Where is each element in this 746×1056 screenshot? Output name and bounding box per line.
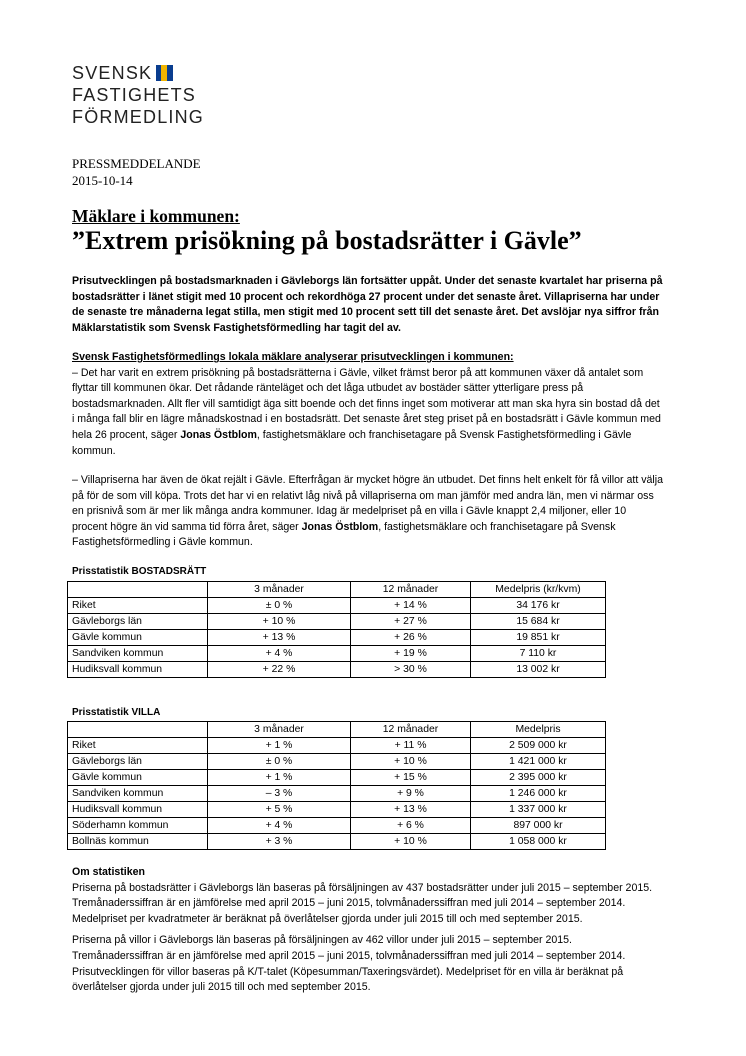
quote-2: – Villapriserna har även de ökat rejält i Gävle. Efterfrågan är mycket högre än utbudet. Det finns helt enkelt för få villor att välja på för de som vill köpa. Trots det har vi en relativt låg nivå på villapriserna om man jämför med andra län, men vi närmar oss en prisnivå som är mer lik många andra kommuner. Idag är medelpriset på en villa i Gävle knappt 2,4 miljoner, eller 10 procent högre än vid samma tid förra året, säger Jonas Östblom, fastighetsmäklare och franchisetagare på Svensk Fastighetsförmedling i Gävle kommun. — [72, 474, 664, 549]
table-cell: Söderhamn kommun — [68, 818, 208, 834]
quote-section — [72, 350, 664, 459]
table-cell: + 22 % — [208, 662, 351, 678]
column-header: 3 månader — [208, 722, 351, 738]
column-header: 12 månader — [351, 722, 471, 738]
section-heading: Svensk Fastighetsförmedlings lokala mäklare analyserar prisutvecklingen i kommunen: — [72, 351, 514, 363]
table-cell: + 9 % — [351, 786, 471, 802]
table-cell: + 1 % — [208, 738, 351, 754]
table-row — [68, 818, 606, 834]
table-cell: 7 110 kr — [471, 646, 606, 662]
table-cell: 897 000 kr — [471, 818, 606, 834]
table-cell: Hudiksvall kommun — [68, 802, 208, 818]
press-header — [72, 155, 201, 189]
quote-2-name: Jonas Östblom — [301, 520, 379, 533]
table-cell: + 27 % — [351, 614, 471, 630]
table-row — [68, 646, 606, 662]
table-cell: + 10 % — [351, 834, 471, 850]
table-cell: + 6 % — [351, 818, 471, 834]
table-row — [68, 738, 606, 754]
table-cell: + 26 % — [351, 630, 471, 646]
table-br-title: Prisstatistik BOSTADSRÄTT — [72, 566, 207, 577]
table-cell: Gävle kommun — [68, 770, 208, 786]
table-villa-title: Prisstatistik VILLA — [72, 707, 161, 718]
column-header — [68, 582, 208, 598]
swedish-flag-icon — [156, 65, 173, 81]
table-cell: Hudiksvall kommun — [68, 662, 208, 678]
table-cell: Sandviken kommun — [68, 646, 208, 662]
quote-1: – Det har varit en extrem prisökning på bostadsrätterna i Gävle, vilket främst beror på att kommunen växer då antalet som flyttar till kommunen ökar. Det rådande ränteläget och det låga utbudet av bostäder sätter ytterligare press på bostadsmarknaden. Allt fler vill samtidigt äga sitt boende och det finns inget som motiverar att man ska hyra sin bostad då det i många fall blir en lägre månadskostnad i en bostadsrätt. Det senaste året steg priset på en bostadsrätt i Gävle kommun med hela 26 procent, säger Jonas Östblom, fastighetsmäklare och franchisetagare på Svensk Fastighetsförmedling i Gävle kommun. — [72, 366, 661, 457]
table-cell: 2 395 000 kr — [471, 770, 606, 786]
table-cell: 1 421 000 kr — [471, 754, 606, 770]
table-header-row — [68, 582, 606, 598]
table-cell: 1 058 000 kr — [471, 834, 606, 850]
table-cell: Sandviken kommun — [68, 786, 208, 802]
table-cell: 1 246 000 kr — [471, 786, 606, 802]
table-cell: 2 509 000 kr — [471, 738, 606, 754]
table-cell: 19 851 kr — [471, 630, 606, 646]
table-cell: + 4 % — [208, 818, 351, 834]
column-header: Medelpris (kr/kvm) — [471, 582, 606, 598]
table-cell: + 15 % — [351, 770, 471, 786]
logo-line-1: SVENSK — [72, 62, 204, 84]
table-cell: – 3 % — [208, 786, 351, 802]
table-cell: > 30 % — [351, 662, 471, 678]
press-date: 2015-10-14 — [72, 173, 133, 188]
table-cell: Gävle kommun — [68, 630, 208, 646]
table-cell: + 10 % — [208, 614, 351, 630]
table-cell: + 11 % — [351, 738, 471, 754]
table-cell: + 19 % — [351, 646, 471, 662]
kicker: Mäklare i kommunen: — [72, 206, 240, 226]
column-header: 3 månader — [208, 582, 351, 598]
table-cell: + 3 % — [208, 834, 351, 850]
table-villa — [67, 721, 606, 850]
table-cell: 13 002 kr — [471, 662, 606, 678]
table-cell: Gävleborgs län — [68, 614, 208, 630]
table-row — [68, 754, 606, 770]
table-cell: Riket — [68, 738, 208, 754]
column-header — [68, 722, 208, 738]
company-logo — [72, 62, 204, 128]
table-cell: Gävleborgs län — [68, 754, 208, 770]
about-section — [72, 865, 664, 996]
table-cell: + 4 % — [208, 646, 351, 662]
table-row — [68, 662, 606, 678]
logo-line-2: FASTIGHETS — [72, 85, 197, 105]
table-row — [68, 598, 606, 614]
table-cell: + 10 % — [351, 754, 471, 770]
about-paragraph-2: Priserna på villor i Gävleborgs län baseras på försäljningen av 462 villor under juli 2015 – september 2015. Tremånaderssiffran är en jämförelse med april 2015 – juni 2015, tolvmånaderssiffran med juli 2014 – september 2014. Prisutvecklingen för villor baseras på K/T-talet (Köpesumman/Taxeringsvärdet). Medelpriset för en villa är beräknat på överlåtelser gjorda under juli 2015 till och med september 2015. — [72, 934, 626, 994]
column-header: Medelpris — [471, 722, 606, 738]
table-row — [68, 834, 606, 850]
table-cell: 15 684 kr — [471, 614, 606, 630]
table-cell: Bollnäs kommun — [68, 834, 208, 850]
press-label: PRESSMEDDELANDE — [72, 156, 201, 171]
table-cell: + 13 % — [351, 802, 471, 818]
table-cell: + 5 % — [208, 802, 351, 818]
table-cell: 1 337 000 kr — [471, 802, 606, 818]
table-row — [68, 802, 606, 818]
intro-paragraph: Prisutvecklingen på bostadsmarknaden i Gävleborgs län fortsätter uppåt. Under det senaste kvartalet har priserna på bostadsrätter i länet stigit med 10 procent och rekordhöga 27 procent under det senaste året. Villapriserna har under de senaste tre månaderna legat stilla, men stigit med 10 procent sett till det senaste året. Det avslöjar nya siffror från Mäklarstatistik som Svensk Fastighetsförmedling har tagit del av. — [72, 275, 663, 334]
table-cell: + 1 % — [208, 770, 351, 786]
table-cell: Riket — [68, 598, 208, 614]
table-header-row — [68, 722, 606, 738]
table-cell: ± 0 % — [208, 598, 351, 614]
table-row — [68, 630, 606, 646]
table-row — [68, 614, 606, 630]
column-header: 12 månader — [351, 582, 471, 598]
table-cell: + 14 % — [351, 598, 471, 614]
quote-1-name: Jonas Östblom — [180, 428, 257, 441]
about-heading: Om statistiken — [72, 866, 146, 878]
table-row — [68, 770, 606, 786]
table-cell: 34 176 kr — [471, 598, 606, 614]
table-row — [68, 786, 606, 802]
table-bostadsratt — [67, 581, 606, 678]
table-cell: ± 0 % — [208, 754, 351, 770]
logo-line-3: FÖRMEDLING — [72, 107, 205, 127]
table-cell: + 13 % — [208, 630, 351, 646]
headline: ”Extrem prisökning på bostadsrätter i Gävle” — [72, 226, 582, 255]
about-paragraph-1: Priserna på bostadsrätter i Gävleborgs län baseras på försäljningen av 437 bostadsrätter under juli 2015 – september 2015. Tremånaderssiffran är en jämförelse med april 2015 – juni 2015, tolvmånaderssiffran med juli 2014 – september 2014. Medelpriset per kvadratmeter är beräknat på överlåtelser gjorda under juli 2015 till och med september 2015. — [72, 881, 653, 925]
